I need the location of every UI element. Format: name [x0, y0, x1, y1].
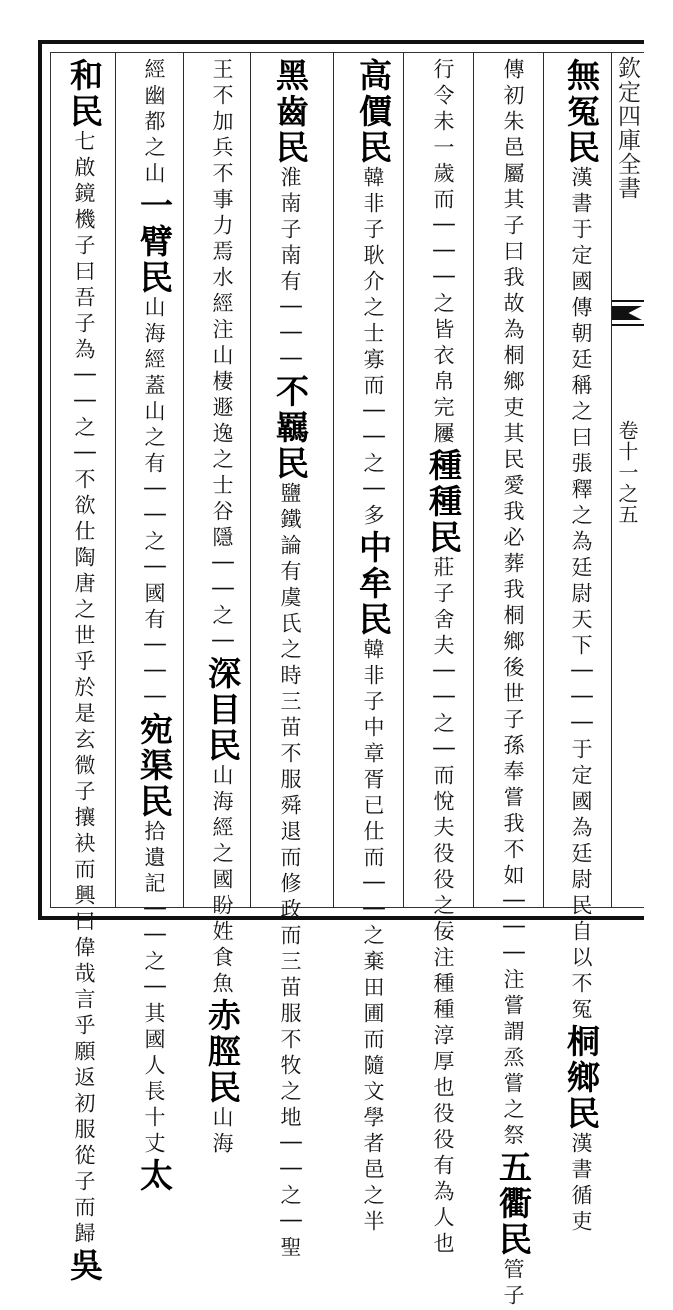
margin-chapter: 卷十一之五	[615, 420, 639, 525]
gloss-text: 棄田圃而隨文學者邑之半	[361, 950, 385, 1236]
headword: 黑齒民	[271, 58, 310, 166]
gloss-text: 莊子舍夫	[431, 556, 455, 660]
text-column-7	[128, 58, 180, 1194]
column-divider	[333, 52, 334, 908]
gloss-text: 行令未一歲而	[431, 58, 455, 214]
gloss-text: 之	[431, 292, 455, 318]
gloss-text: 之	[361, 452, 385, 478]
text-column-6	[196, 58, 248, 1158]
gloss-text: 山海經蓋山之有	[142, 296, 166, 478]
gloss-text: 于定國為廷尉民自以不冤	[569, 738, 593, 1024]
gloss-text: 不欲仕陶唐之世乎於是玄微子攘袂而興曰偉哉言乎願返初服從子而歸	[72, 468, 96, 1248]
column-divider	[250, 52, 251, 908]
gloss-text: ｜｜｜	[278, 296, 303, 374]
headword: 種種民	[424, 448, 463, 556]
gloss-text: 之	[210, 604, 234, 630]
gloss-text: ｜	[361, 478, 386, 504]
gloss-text: ｜｜	[72, 364, 97, 416]
text-column-4	[347, 58, 399, 1236]
gloss-text: ｜	[431, 738, 456, 764]
column-divider	[473, 52, 474, 908]
fish-tail-mark	[612, 300, 644, 326]
headword: 吳	[65, 1248, 104, 1284]
column-divider	[403, 52, 404, 908]
gloss-text: ｜｜	[142, 478, 167, 530]
gloss-text: ｜	[72, 442, 97, 468]
margin-title: 欽定四庫全書	[614, 56, 640, 200]
headword: 五衢民	[494, 1150, 533, 1258]
gloss-text: 注嘗謂烝嘗之祭	[501, 968, 525, 1150]
headword: 太	[135, 1158, 174, 1194]
gloss-text: 而悅夫役役之佞注種種淳厚也役役有為人也	[431, 764, 455, 1258]
gloss-text: 之	[72, 416, 96, 442]
gloss-text: 山海	[210, 1106, 234, 1158]
headword: 不羈民	[271, 374, 310, 482]
gloss-text: ｜｜｜	[569, 660, 594, 738]
gloss-text: 淮南子南有	[278, 166, 302, 296]
gloss-text: ｜	[278, 1210, 303, 1236]
headword: 無冤民	[562, 58, 601, 166]
headword: 宛渠民	[135, 712, 174, 820]
gloss-text: 之	[142, 950, 166, 976]
gloss-text: ｜｜｜	[501, 890, 526, 968]
column-divider	[543, 52, 544, 908]
gloss-text: ｜｜	[278, 1132, 303, 1184]
gloss-text: ｜｜｜	[142, 634, 167, 712]
headword: 中牟民	[354, 530, 393, 638]
text-column-1	[555, 58, 607, 1236]
text-column-8	[58, 58, 110, 1284]
gloss-text: 傳初朱邑屬其子曰我故為桐鄉吏其民愛我必葬我桐鄉後世子孫奉嘗我不如	[501, 58, 525, 890]
headword: 一臂民	[135, 188, 174, 296]
gloss-text: ｜	[210, 630, 235, 656]
headword: 赤脛民	[203, 998, 242, 1106]
gloss-text: 國有	[142, 582, 166, 634]
column-divider	[115, 52, 116, 908]
gloss-text: 管子	[501, 1258, 525, 1310]
gloss-text: 之	[278, 1184, 302, 1210]
gloss-text: 之	[142, 530, 166, 556]
text-column-5	[264, 58, 316, 1262]
headword: 高價民	[354, 58, 393, 166]
gloss-text: 韓非子中章胥已仕而	[361, 638, 385, 872]
gloss-text: 漢書于定國傳朝廷稱之曰張釋之為廷尉天下	[569, 166, 593, 660]
headword: 和民	[65, 58, 104, 130]
gloss-text: ｜｜	[431, 660, 456, 712]
gloss-text: 漢書循吏	[569, 1132, 593, 1236]
gloss-text: ｜	[142, 976, 167, 1002]
gloss-text: 鹽鐵論有虞氏之時三苗不服舜退而修政而三苗服不牧之地	[278, 482, 302, 1132]
gloss-text: 韓非子耿介之士寡而	[361, 166, 385, 400]
gloss-text: 其國人長十丈	[142, 1002, 166, 1158]
column-divider	[183, 52, 184, 908]
gloss-text: 之	[431, 712, 455, 738]
gloss-text: ｜｜｜	[431, 214, 456, 292]
gloss-text: ｜｜	[142, 898, 167, 950]
gloss-text: 七啟鏡機子曰吾子為	[72, 130, 96, 364]
gloss-text: ｜｜	[361, 872, 386, 924]
gloss-text: 多	[361, 504, 385, 530]
text-column-3	[417, 58, 469, 1258]
gloss-text: ｜｜	[361, 400, 386, 452]
gloss-text: 皆衣帛完屨	[431, 318, 455, 448]
text-column-2	[487, 58, 539, 1310]
gloss-text: ｜	[142, 556, 167, 582]
headword: 桐鄉民	[562, 1024, 601, 1132]
gloss-text: 之	[361, 924, 385, 950]
gloss-text: 聖	[278, 1236, 302, 1262]
gloss-text: 山海經之國盼姓食魚	[210, 764, 234, 998]
gloss-text: 經幽都之山	[142, 58, 166, 188]
gloss-text: 拾遺記	[142, 820, 166, 898]
gloss-text: 王不加兵不事力焉水經注山棲遯逸之士谷隱	[210, 58, 234, 552]
headword: 深目民	[203, 656, 242, 764]
gloss-text: ｜｜	[210, 552, 235, 604]
